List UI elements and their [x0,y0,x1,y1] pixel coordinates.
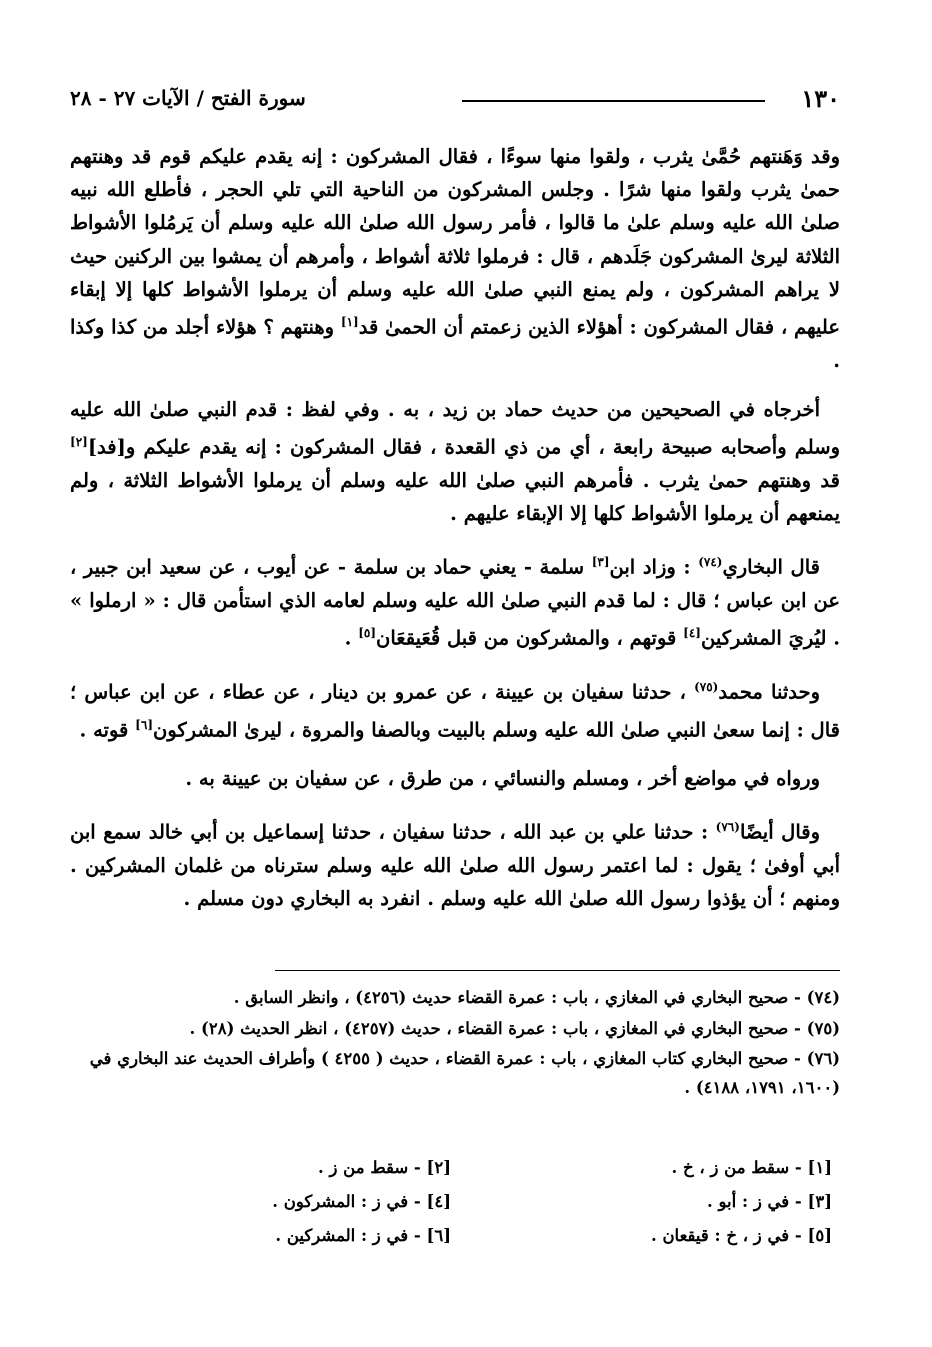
variant-note: [٣] - في ز : أبو . [707,1192,832,1211]
paragraph: وقد وَهَنتهم حُمَّىٰ يثرب ، ولقوا منها سوءًا ، فقال المشركون : إنه يقدم عليكم قوم قد وهنتهم حمىٰ يثرب ولقوا منها شرًا . وجلس المشركون من الناحية التي تلي الحجر ، فأطلع الله نبيه صلىٰ الله عليه وسلم علىٰ ما قالوا ، فأمر رسول الله صلىٰ الله عليه وسلم أن يَرمُلوا الأشواط الثلاثة ليرىٰ المشركون جَلَدهم ، قال : فرملوا ثلاثة أشواط ، وأمرهم أن يمشوا بين الركنين حيث لا يراهم المشركون ، ولم يمنع النبي صلىٰ الله عليه وسلم أن يرملوا الأشواط كلها إلا إبقاء عليهم ، فقال المشركون : أهؤلاء الذين زعمتم أن الحمىٰ قد[١] وهنتهم ؟ هؤلاء أجلد من كذا وكذا . [70,145,840,372]
paragraph: وحدثنا محمد$^{(٧٥)}$ ، حدثنا سفيان بن عيينة ، عن عمرو بن دينار ، عن عطاء ، عن ابن عباس ؛ قال : إنما سعىٰ النبي صلىٰ الله عليه وسلم بالبيت وبالصفا والمروة ، ليرىٰ المشركون[٦] قوته . [70,679,840,742]
footnote-marker: (٧٥) [694,679,719,694]
variant-marker: [١] [340,315,359,330]
variant-marker: [٦] [135,717,153,732]
paragraph: وقال أيضًا$^{(٧٦)}$ : حدثنا علي بن عبد الله ، حدثنا سفيان ، حدثنا إسماعيل بن أبي خالد سمع ابن أبي أوفىٰ ؛ يقول : لما اعتمر رسول الله صلىٰ الله عليه وسلم سترناه من غلمان المشركين . ومنهم ؛ أن يؤذوا رسول الله صلىٰ الله عليه وسلم . انفرد به البخاري دون مسلم . [70,820,840,911]
variant-note: [٦] - في ز : المشركين . [275,1226,451,1245]
variant-row [70,1151,832,1185]
footnotes [70,984,840,1104]
paragraph: أخرجاه في الصحيحين من حديث حماد بن زيد ، به . وفي لفظ : قدم النبي صلىٰ الله عليه وسلم وأصحابه صبيحة رابعة ، أي من ذي القعدة ، فقال المشركون : إنه يقدم عليكم و[فد][٢] قد وهنتهم حمىٰ يثرب . فأمرهم النبي صلىٰ الله عليه وسلم أن يرملوا الأشواط الثلاثة ، ولم يمنعهم أن يرملوا الأشواط كلها إلا الإبقاء عليهم . [70,397,840,526]
variant-note: [٢] - سقط من ز . [317,1158,451,1177]
footnote: (٧٦) - صحيح البخاري كتاب المغازي ، باب : عمرة القضاء ، حديث ( ٤٢٥٥ ) وأطراف الحديث عند البخاري في (١٦٠٠، ١٧٩١، ٤١٨٨) . [89,1049,840,1097]
variant-row [70,1219,832,1253]
page-header [70,84,840,120]
running-title: سورة الفتح / الآيات ٢٧ - ٢٨ [70,86,306,110]
variant-row [70,1185,832,1219]
variant-marker: [٣] [591,555,610,570]
variant-marker: [٥] [358,626,377,641]
variant-note: [٤] - في ز : المشركون . [272,1192,451,1211]
paragraph: ورواه في مواضع أخر ، ومسلم والنسائي ، من طرق ، عن سفيان بن عيينة به . [185,767,820,791]
footnote-marker: (٧٦) [715,820,740,835]
variant-notes [70,1151,832,1253]
main-text [70,140,840,916]
variant-note: [٥] - في ز ، خ : قيقعان . [650,1226,832,1245]
variant-marker: [٢] [70,435,88,450]
footnotes-divider [275,970,840,971]
footnote: (٧٤) - صحيح البخاري في المغازي ، باب : عمرة القضاء حديث (٤٢٥٦) ، وانظر السابق . [233,988,840,1007]
variant-note: [١] - سقط من ز ، خ . [671,1158,832,1177]
paragraph: قال البخاري$^{(٧٤)}$ : وزاد ابن[٣] سلمة - يعني حماد بن سلمة - عن أيوب ، عن سعيد ابن جبير ، عن ابن عباس ؛ قال : لما قدم النبي صلىٰ الله عليه وسلم لعامه الذي استأمن قال : « ارملوا » . ليُريَ المشركين[٤] قوتهم ، والمشركون من قبل قُعَيقعَان[٥] . [70,555,840,650]
footnote: (٧٥) - صحيح البخاري في المغازي ، باب : عمرة القضاء ، حديث (٤٢٥٧) ، انظر الحديث (٢٨) . [189,1018,840,1038]
page-number: ١٣٠ [801,84,840,113]
header-rule [462,100,765,102]
footnote-marker: (٧٤) [698,555,723,570]
variant-marker: [٤] [683,626,701,641]
